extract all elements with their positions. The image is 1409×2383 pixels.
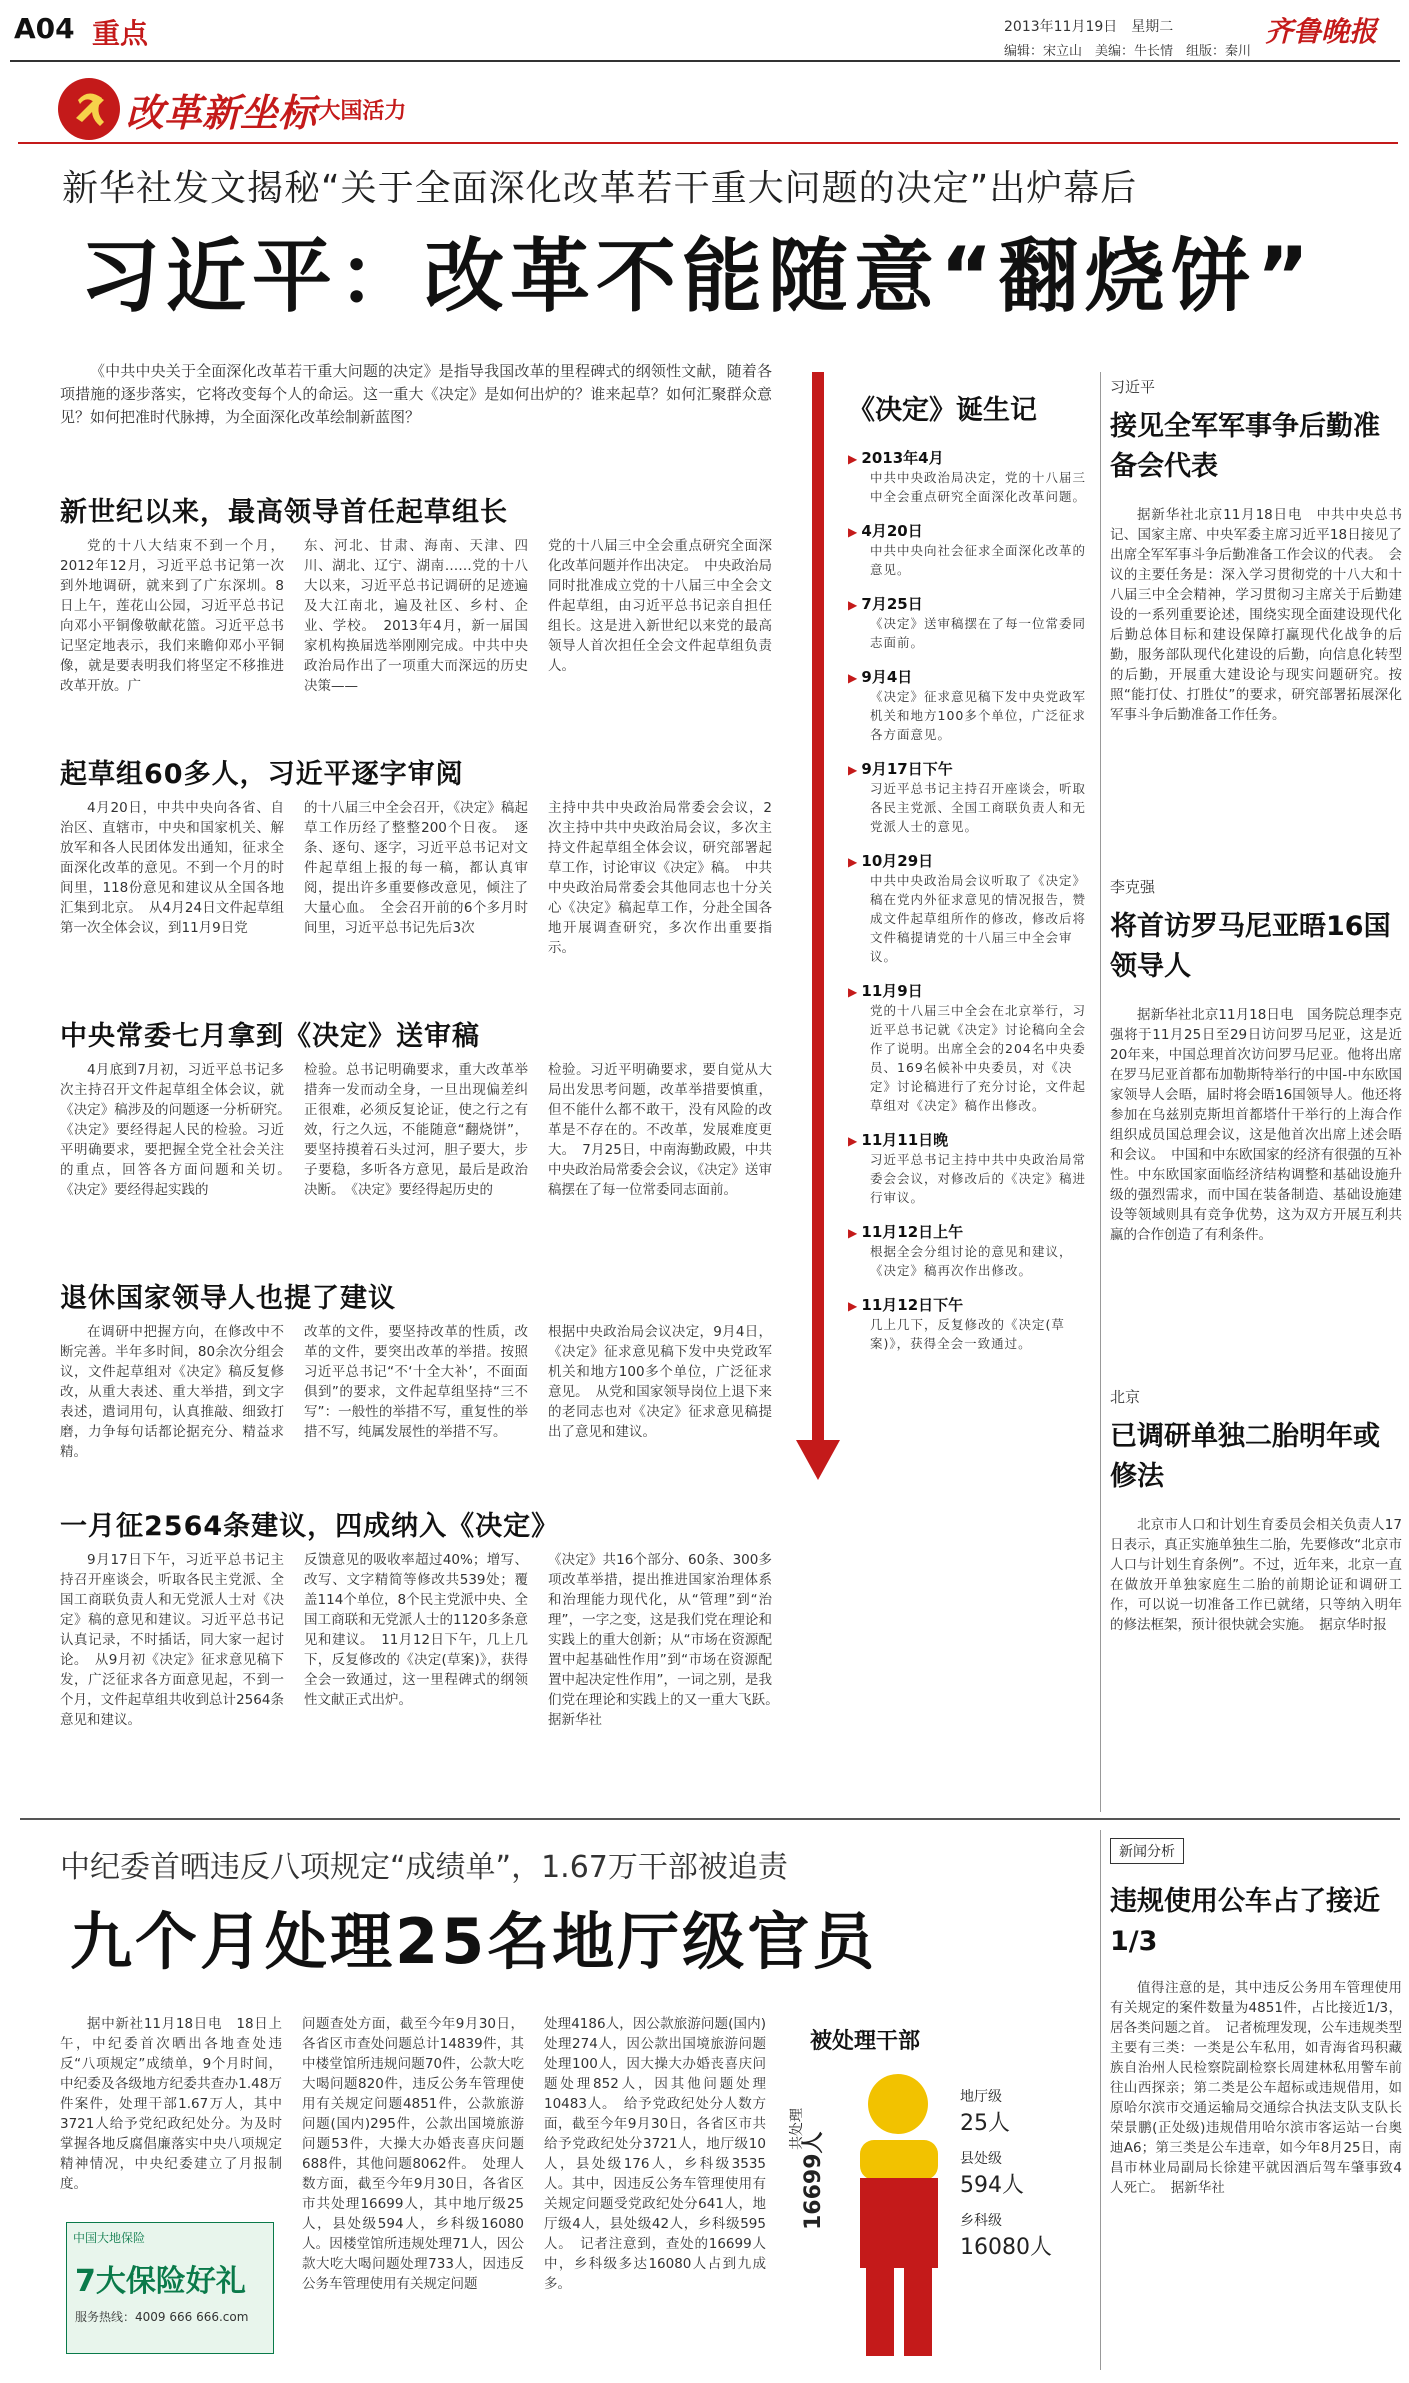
timeline-date: ▶ 11月9日 — [848, 980, 1088, 1001]
article-column: 主持中共中央政治局常委会会议，2次主持中共中央政治局会议，多次主持文件起草组全体会议，研究部署起草工作，讨论审议《决定》稿。 中共中央政治局常委会其他同志也十分关心《决定》稿起草工作，分赴全国各地开展调查研究，多次作出重要指示。 — [548, 800, 772, 956]
timeline-date: ▶ 9月4日 — [848, 666, 1088, 687]
banner-title: 改革新坐标 — [126, 91, 317, 135]
timeline-date: ▶ 11月12日上午 — [848, 1221, 1088, 1242]
article-column: 的十八届三中全会召开，《决定》稿起草工作历经了整整200个日夜。 逐条、逐句、逐字，习近平总书记对文件起草组上报的每一稿，都认真审阅，提出许多重要修改意见，倾注了大量心血。 全会召开前的6个多月时间里，习近平总书记先后3次 — [304, 800, 528, 936]
section-heading: 起草组60多人，习近平逐字审阅 — [60, 759, 464, 790]
analysis-tag: 新闻分析 — [1110, 1838, 1184, 1864]
level-item — [960, 2086, 1010, 2137]
article-column: 在调研中把握方向，在修改中不断完善。半年多时间，80余次分组会议，文件起草组对《决定》稿反复修改，从重大表述、重大举措，到文字表述，遣词用句，认真推敲、细致打磨，力争每句话都论据充分、精益求精。 — [60, 1324, 284, 1460]
timeline-item — [848, 593, 1088, 652]
article-column: 检验。习近平明确要求，要自觉从大局出发思考问题，改革举措要慎重，但不能什么都不敢干，没有风险的改革是不存在的。不改革，发展难度更大。 7月25日，中南海勤政殿，中共中央政治局常委会会议，《决定》送审稿摆在了每一位常委同志面前。 — [548, 1062, 772, 1198]
person-figure-icon — [850, 2070, 950, 2360]
section-heading: 中央常委七月拿到《决定》送审稿 — [60, 1021, 480, 1052]
timeline-text: 习近平总书记主持召开座谈会，听取各民主党派、全国工商联负责人和无党派人士的意见。 — [870, 781, 1087, 834]
lead-kicker: 新华社发文揭秘“关于全面深化改革若干重大问题的决定”出炉幕后 — [62, 168, 1138, 209]
timeline-date: ▶ 11月11日晚 — [848, 1129, 1088, 1150]
main-article — [60, 482, 786, 1746]
section-heading: 新世纪以来，最高领导首任起草组长 — [60, 497, 508, 528]
article-column: 4月20日，中共中央向各省、自治区、直辖市，中央和国家机关、解放军和各人民团体发出通知，征求全面深化改革的意见。不到一个月的时间里，118份意见和建议从全国各地汇集到北京。 从4月24日文件起草组第一次全体会议，到11月9日党 — [60, 800, 284, 936]
section-heading: 退休国家领导人也提了建议 — [60, 1283, 396, 1314]
timeline-list — [848, 447, 1088, 1353]
lead-headline: 习近平：改革不能随意“翻烧饼” — [80, 230, 1316, 323]
second-column: 处理4186人，因公款旅游问题(国内)处理274人，因公款出国境旅游问题处理100人，因大操大办婚丧喜庆问题处理852人，因其他问题处理10483人。 给予党政纪处分人数方面，截至今年9月30日，各省区市共给予党政纪处分3721人，地厅级10人，县处级176人，乡科级3535人。其中，因违反公务车管理使用有关规定问题受党政纪处分641人，地厅级4人，县处级42人，乡科级595人。 记者注意到，查处的16699人中，乡科级多达16080人占到九成多。 — [544, 2016, 766, 2292]
level-value: 25人 — [960, 2111, 1010, 2136]
timeline-title: 《决定》诞生记 — [848, 395, 1037, 426]
article-column: 根据中央政治局会议决定，9月4日，《决定》征求意见稿下发中央党政军机关和地方100多个单位，广泛征求意见。 从党和国家领导岗位上退下来的老同志也对《决定》征求意见稿提出了意见和建议。 — [548, 1324, 772, 1440]
timeline-text: 根据全会分组讨论的意见和建议，《决定》稿再次作出修改。 — [870, 1244, 1073, 1278]
analysis-text: 值得注意的是，其中违反公务用车管理使用有关规定的案件数量为4851件，占比接近1/3，居各类问题之首。 记者梳理发现，公车违规类型主要有三类：一类是公车私用，如青海省玛积藏族自治州人民检察院副检察长周建林私用警车前往山西探亲；第二类是公车超标或违规借用，如原哈尔滨市交通运输局交通综合执法支队支队长荣景鹏(正处级)违规借用哈尔滨市客运站一台奥迪A6；第三类是公车违章，如今年8月25日，南昌市林业局副局长徐建平就因酒后驾车肇事致4人死亡。 据新华社 — [1110, 1980, 1402, 2196]
article-column: 党的十八届三中全会重点研究全面深化改革问题并作出决定。 中央政治局同时批准成立党的十八届三中全会文件起草组，由习近平总书记亲自担任组长。这是进入新世纪以来党的最高领导人首次担任全会文件起草组负责人。 — [548, 538, 772, 674]
level-value: 16080人 — [960, 2235, 1052, 2260]
sidebar-title: 将首访罗马尼亚晤16国领导人 — [1110, 911, 1391, 982]
level-name: 乡科级 — [960, 2213, 1002, 2229]
timeline-item — [848, 980, 1088, 1115]
second-column: 问题查处方面，截至今年9月30日，各省区市查处问题总计14839件，其中楼堂馆所违规问题70件，公款大吃大喝问题820件，违反公务车管理使用有关规定问题4851件，公款旅游问题(国内)295件，公款出国境旅游问题53件，大操大办婚丧喜庆问题688件，其他问题8062件。 处理人数方面，截至今年9月30日，各省区市共处理16699人，其中地厅级25人，县处级594人，乡科级16080人。因楼堂馆所违规处理71人，因公款大吃大喝问题处理733人，因违反公务车管理使用有关规定问题 — [302, 2016, 524, 2292]
timeline-item — [848, 666, 1088, 744]
officials-infographic — [790, 2020, 1090, 2360]
article-section — [60, 482, 772, 744]
column-banner — [18, 74, 1398, 144]
party-emblem-icon — [58, 78, 120, 140]
ad-slogan: 7大保险好礼 — [75, 2264, 246, 2299]
timeline-date: ▶ 11月12日下午 — [848, 1294, 1088, 1315]
sidebar-text: 北京市人口和计划生育委员会相关负责人17日表示，真正实施单独生二胎，先要修改“北京市人口与计划生育条例”。不过，近年来，北京一直在做放开单独家庭生二胎的前期论证和调研工作，可以说一切准备工作已就绪，只等纳入明年的修法框架，预计很快就会实施。 据京华时报 — [1110, 1517, 1402, 1633]
timeline-date: ▶ 10月29日 — [848, 850, 1088, 871]
timeline-text: 《决定》征求意见稿下发中央党政军机关和地方100多个单位，广泛征求各方面意见。 — [870, 689, 1087, 742]
sidebar-title: 已调研单独二胎明年或修法 — [1110, 1421, 1380, 1492]
page-header — [0, 0, 1409, 60]
article-column: 检验。总书记明确要求，重大改革举措奔一发而动全身，一旦出现偏差纠正很难，必须反复论证，使之行之有效，行之久远，不能随意“翻烧饼”，要坚持摸着石头过河，胆子要大，步子要稳，多听各方意见，最后是政治决断。 《决定》要经得起历史的 — [304, 1062, 528, 1198]
timeline-text: 中共中央政治局决定，党的十八届三中全会重点研究全面深化改革问题。 — [870, 470, 1087, 504]
level-name: 地厅级 — [960, 2089, 1002, 2105]
article-column: 《决定》共16个部分、60条、300多项改革举措，提出推进国家治理体系和治理能力现代化，从“管理”到“治理”，一字之变，这是我们党在理论和实践上的重大创新；从“市场在资源配置中起基础性作用”到“市场在资源配置中起决定性作用”，一词之别，是我们党在理论和实践上的又一重大飞跃。 据新华社 — [548, 1552, 786, 1728]
article-column: 改革的文件，要坚持改革的性质，改革的文件，要突出改革的举措。按照习近平总书记“不‘十全大补’，不面面俱到”的要求，文件起草组坚持“三不写”：一般性的举措不写，重复性的举措不写，纯属发展性的举措不写。 — [304, 1324, 528, 1440]
timeline-text: 中共中央政治局会议听取了《决定》稿在党内外征求意见的情况报告，赞成文件起草组所作的修改，修改后将文件稿提请党的十八届三中全会审议。 — [870, 873, 1087, 964]
sidebar-tag: 李克强 — [1110, 878, 1156, 896]
timeline-item — [848, 1221, 1088, 1280]
article-section — [60, 1496, 786, 1746]
timeline-text: 党的十八届三中全会在北京举行，习近平总书记就《决定》讨论稿向全会作了说明。出席全会的204名中央委员、169名候补中央委员，对《决定》讨论稿进行了充分讨论，文件起草组对《决定》稿作出修改。 — [870, 1003, 1087, 1113]
lead-intro: 《中共中央关于全面深化改革若干重大问题的决定》是指导我国改革的里程碑式的纲领性文献，随着各项措施的逐步落实，它将改变每个人的命运。这一重大《决定》是如何出炉的？谁来起草？如何汇聚群众意见？如何把准时代脉搏，为全面深化改革绘制新蓝图？ — [60, 362, 772, 426]
timeline-arrow-icon — [796, 1440, 840, 1480]
article-column: 东、河北、甘肃、海南、天津、四川、湖北、辽宁、湖南……党的十八大以来，习近平总书记调研的足迹遍及大江南北，遍及社区、乡村、企业、学校。 2013年4月，新一届国家机构换届选举刚刚完成。中共中央政治局作出了一项重大而深远的历史决策—— — [304, 538, 528, 694]
banner-subtitle: ·大国活力 — [310, 99, 407, 124]
timeline — [848, 388, 1088, 1367]
timeline-text: 《决定》送审稿摆在了每一位常委同志面前。 — [870, 616, 1087, 650]
article-column: 反馈意见的吸收率超过40%；增写、改写、文字精简等修改共539处；覆盖114个单位，8个民主党派中央、全国工商联和无党派人士的1120多条意见和建议。 11月12日下午，几上几下，反复修改的《决定(草案)》，获得全会一致通过，这一里程碑式的纲领性文献正式出炉。 — [304, 1552, 528, 1708]
infographic-title: 被处理干部 — [810, 2029, 921, 2054]
second-kicker: 中纪委首晒违反八项规定“成绩单”，1.67万干部被追责 — [60, 1850, 788, 1885]
timeline-date: ▶ 9月17日下午 — [848, 758, 1088, 779]
sidebar-item — [1110, 376, 1402, 876]
editors-line: 编辑：宋立山 美编：牛长情 组版：秦川 — [1004, 44, 1252, 59]
ad-hotline: 服务热线：4009 666 666.com — [75, 2310, 249, 2324]
timeline-item — [848, 520, 1088, 579]
article-column: 9月17日下午，习近平总书记主持召开座谈会，听取各民主党派、全国工商联负责人和无党派人士对《决定》稿的意见和建议。习近平总书记认真记录，不时插话，同大家一起讨论。 从9月初《决定》征求意见稿下发，广泛征求各方面意见起，不到一个月，文件起草组共收到总计2564条意见和建议。 — [60, 1552, 284, 1728]
timeline-text: 中共中央向社会征求全面深化改革的意见。 — [870, 543, 1087, 577]
insurance-ad[interactable] — [66, 2222, 274, 2354]
total-label: 共处理 — [789, 2108, 805, 2150]
timeline-text: 习近平总书记主持中共中央政治局常委会会议，对修改后的《决定》稿进行审议。 — [870, 1152, 1087, 1205]
article-column: 党的十八大结束不到一个月，2012年12月，习近平总书记第一次到外地调研，就来到了广东深圳。8日上午，莲花山公园，习近平总书记向邓小平铜像敬献花篮。习近平总书记坚定地表示，我们来瞻仰邓小平铜像，就是要表明我们将坚定不移推进改革开放。广 — [60, 538, 284, 694]
sidebar-tag: 习近平 — [1110, 378, 1156, 396]
analysis-title: 违规使用公车占了接近1/3 — [1110, 1886, 1380, 1957]
section-name: 重点 — [92, 17, 149, 50]
sidebar-item — [1110, 1386, 1402, 1635]
timeline-bar — [812, 372, 824, 1452]
level-item — [960, 2210, 1052, 2261]
sidebar — [1110, 376, 1402, 1635]
level-name: 县处级 — [960, 2151, 1002, 2167]
article-section — [60, 1268, 772, 1496]
timeline-date: ▶ 7月25日 — [848, 593, 1088, 614]
level-value: 594人 — [960, 2173, 1024, 2198]
sidebar-tag: 北京 — [1110, 1388, 1141, 1406]
timeline-item — [848, 758, 1088, 836]
sidebar-item — [1110, 876, 1402, 1386]
timeline-date: ▶ 4月20日 — [848, 520, 1088, 541]
timeline-item — [848, 1129, 1088, 1207]
level-item — [960, 2148, 1024, 2199]
article-section — [60, 1006, 772, 1268]
article-section — [60, 744, 772, 1006]
total-value: 16699人 — [801, 2131, 826, 2230]
ad-brand: 中国大地保险 — [73, 2231, 146, 2245]
page-number: A04 — [14, 12, 75, 45]
second-headline: 九个月处理25名地厅级官员 — [70, 1905, 878, 1978]
sidebar-text: 据新华社北京11月18日电 中共中央总书记、国家主席、中央军委主席习近平18日接见了出席全军军事斗争后勤准备工作会议的代表。 会议的主要任务是：深入学习贯彻党的十八大和十八届三中全会精神，学习贯彻习主席关于后勤建设的一系列重要论述，围绕实现全面建设现代化后勤总体目标和建设保障打赢现代化战争的后勤，服务部队现代化建设的后勤，向信息化转型的后勤，开展重大建设论与现实问题研究。按照“能打仗、打胜仗”的要求，研究部署拓展深化军事斗争后勤准备工作任务。 — [1110, 507, 1402, 723]
masthead-logo: 齐鲁晚报 — [1265, 15, 1378, 48]
issue-date: 2013年11月19日 星期二 — [1004, 19, 1174, 35]
sidebar-title: 接见全军军事争后勤准备会代表 — [1110, 411, 1380, 482]
timeline-text: 几上几下，反复修改的《决定(草案)》，获得全会一致通过。 — [870, 1317, 1065, 1351]
article-column: 4月底到7月初，习近平总书记多次主持召开文件起草组全体会议，就《决定》稿涉及的问题逐一分析研究。 《决定》要经得起人民的检验。习近平明确要求，要把握全党全社会关注的重点，回答各方面问题和关切。 《决定》要经得起实践的 — [60, 1062, 298, 1198]
timeline-item — [848, 1294, 1088, 1353]
second-column: 据中新社11月18日电 18日上午，中纪委首次晒出各地查处违反“八项规定”成绩单，9个月时间，中纪委及各级地方纪委共查办1.48万件案件，处理干部1.67万人，其中3721人给予党纪政纪处分。为及时掌握各地反腐倡廉落实中央八项规定精神情况，中央纪委建立了月报制度。 — [60, 2016, 282, 2192]
timeline-item — [848, 447, 1088, 506]
sidebar-text: 据新华社北京11月18日电 国务院总理李克强将于11月25日至29日访问罗马尼亚，这是近20年来，中国总理首次访问罗马尼亚。他将出席在罗马尼亚首都布加勒斯特举行的中国-中东欧国家领导人会晤，届时将会晤16国领导人。他还将参加在乌兹别克斯坦首都塔什干举行的上海合作组织成员国总理会议，这是他首次出席上述会晤和会议。 中国和中东欧国家的经济有很强的互补性。中东欧国家面临经济结构调整和基础设施升级的强烈需求，而中国在装备制造、基础设施建设等领域则具有竞争优势，这为双方开展互利共赢的合作创造了有利条件。 — [1110, 1007, 1402, 1243]
section-heading: 一月征2564条建议，四成纳入《决定》 — [60, 1511, 560, 1542]
timeline-item — [848, 850, 1088, 966]
analysis-box — [1110, 1838, 1402, 2198]
timeline-date: ▶ 2013年4月 — [848, 447, 1088, 468]
